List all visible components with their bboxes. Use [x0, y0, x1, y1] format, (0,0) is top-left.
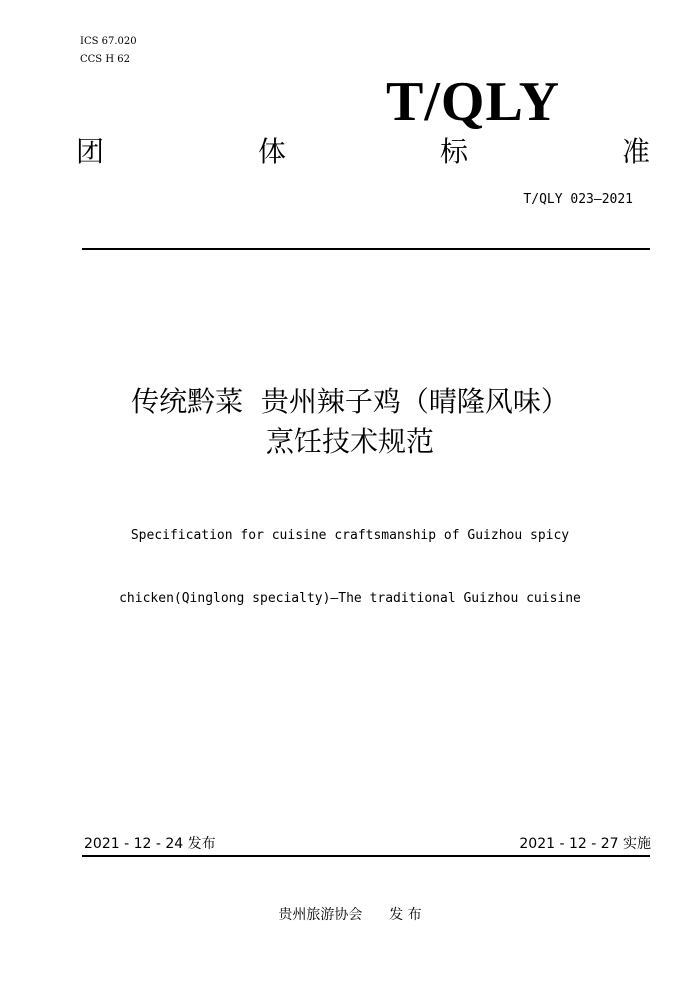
top-divider — [82, 248, 650, 250]
ics-code: ICS 67.020 — [80, 36, 137, 47]
date-row — [84, 835, 651, 853]
standard-type-char: 体 — [257, 135, 286, 168]
standard-number: T/QLY 023—2021 — [523, 192, 633, 207]
issuer: 贵州旅游协会 发 布 — [278, 907, 422, 923]
issue-date: 2021 - 12 - 24 发布 — [84, 836, 216, 852]
chinese-title-line-1: 传统黔菜 贵州辣子鸡（晴隆风味） — [131, 385, 569, 418]
implementation-date: 2021 - 12 - 27 实施 — [519, 836, 651, 852]
english-title-line-1: Specification for cuisine craftsmanship of Guizhou spicy — [130, 528, 570, 543]
standard-type-char: 团 — [76, 135, 105, 168]
bottom-divider — [82, 855, 650, 857]
standard-type-char: 标 — [439, 135, 468, 168]
chinese-title — [0, 382, 700, 462]
english-title-line-2: chicken(Qinglong specialty)—The traditional Guizhou cuisine — [119, 591, 581, 606]
ccs-code: CCS H 62 — [80, 54, 130, 65]
standard-type — [76, 134, 650, 170]
organization-code: T/QLY — [386, 71, 561, 133]
chinese-title-line-2: 烹饪技术规范 — [265, 425, 434, 458]
english-title — [0, 483, 700, 630]
standard-type-char: 准 — [621, 135, 650, 168]
